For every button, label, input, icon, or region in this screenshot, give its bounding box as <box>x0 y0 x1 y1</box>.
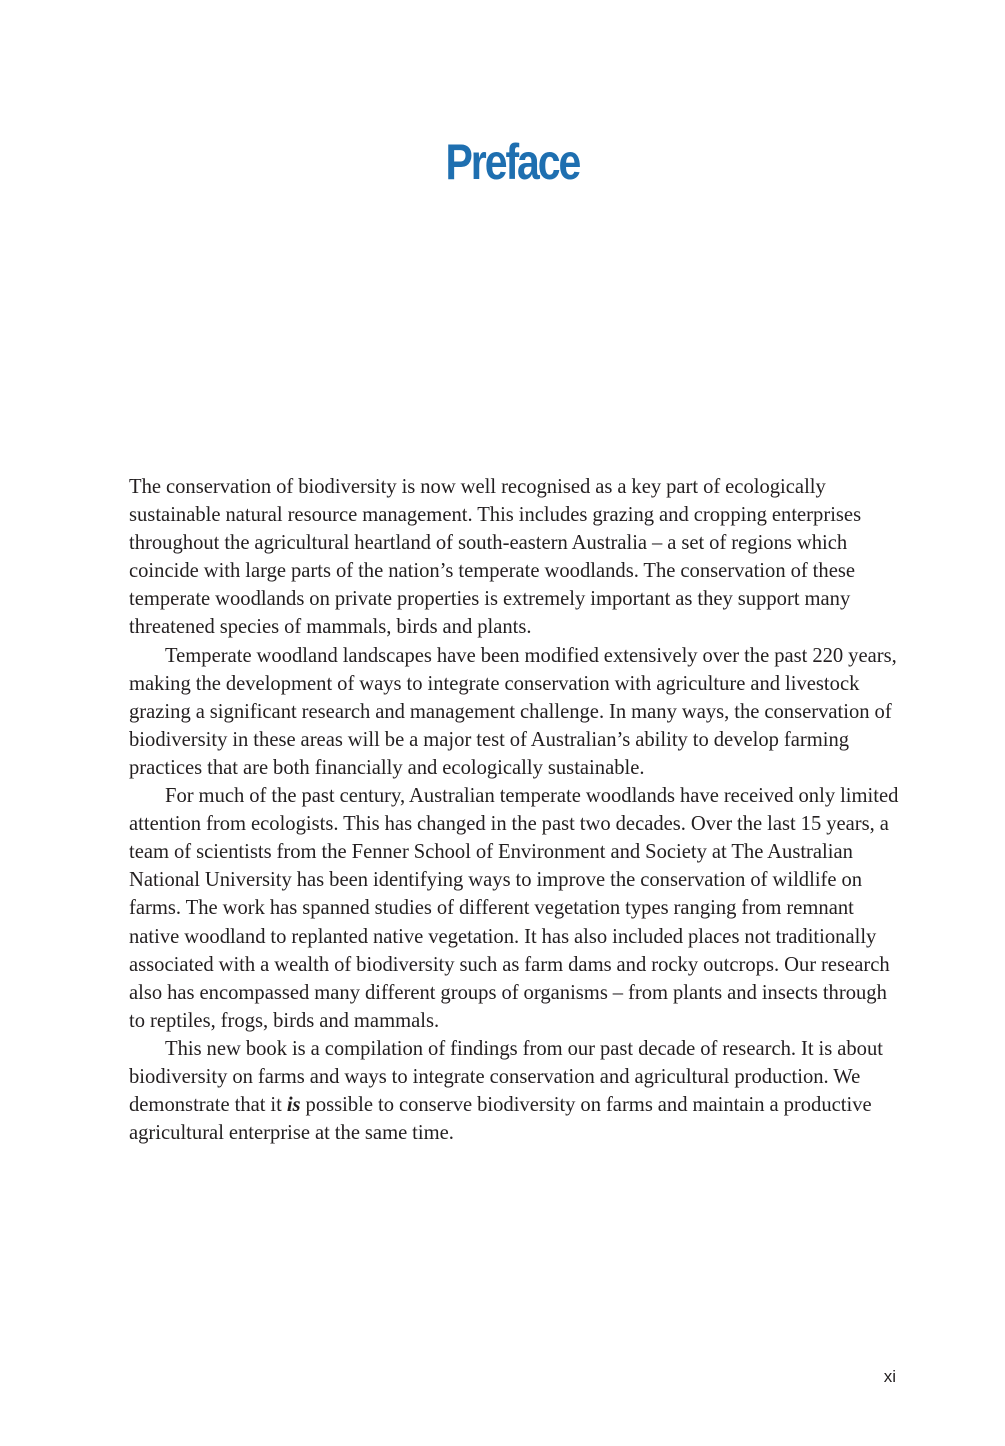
page-title: Preface <box>445 134 580 190</box>
paragraph-4 <box>129 1035 901 1147</box>
paragraph-1: The conservation of biodiversity is now well recognised as a key part of ecologically sustainable natural resource management. This includes grazing and cropping enterprises throughout the agricultural heartland of south-eastern Australia – a set of regions which coincide with large parts of the nation’s temperate woodlands. The conservation of these temperate woodlands on private properties is extremely important as they support many threatened species of mammals, birds and plants. <box>129 476 862 639</box>
page-number: xi <box>883 1367 896 1386</box>
paragraph-3: For much of the past century, Australian temperate woodlands have received only limited attention from ecologists. This has changed in the past two decades. Over the last 15 years, a team of scientists from the Fenner School of Environment and Society at The Australian National University has been identifying ways to improve the conservation of wildlife on farms. The work has spanned studies of different vegetation types ranging from remnant native woodland to replanted native vegetation. It has also included places not traditionally associated with a wealth of biodiversity such as farm dams and rocky outcrops. Our research also has encompassed many different groups of organisms – from plants and insects through to reptiles, frogs, birds and mammals. <box>129 785 899 1032</box>
preface-body <box>129 473 901 1147</box>
paragraph-4-text-after: possible to conserve biodiversity on farms and maintain a productive agricultural enterprise at the same time. <box>129 1094 872 1145</box>
paragraph-4-text-before: This new book is a compilation of findings from our past decade of research. It is about biodiversity on farms and ways to integrate conservation and agricultural production. We demonstrate that it <box>129 1037 883 1117</box>
paragraph-4-emphasis: is <box>286 1094 301 1117</box>
paragraph-2: Temperate woodland landscapes have been modified extensively over the past 220 years, making the development of ways to integrate conservation with agriculture and livestock grazing a significant research and management challenge. In many ways, the conservation of biodiversity in these areas will be a major test of Australian’s ability to develop farming practices that are both financially and ecologically sustainable. <box>129 644 897 779</box>
